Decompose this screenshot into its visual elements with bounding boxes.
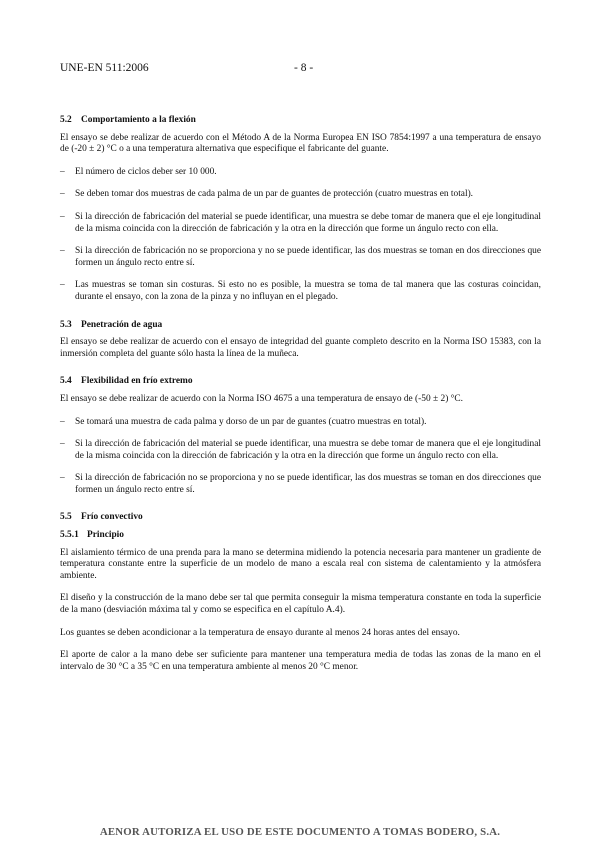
list-item: – Se tomará una muestra de cada palma y dorso de un par de guantes (cuatro muestras en total). [60,416,427,427]
paragraph: El aislamiento térmico de una prenda para la mano se determina midiendo la potencia necesaria para mantener un gradiente de temperatura constante entre la superficie de un modelo de mano a escala real con sistema de calentamiento y la atmósfera ambiente. [60,547,541,581]
list-item: – Si la dirección de fabricación no se proporciona y no se puede identificar, las dos muestras se toman en dos direcciones que formen un ángulo recto entre sí. [60,473,541,495]
section-heading-5-5-1: 5.5.1 Principio [60,530,124,541]
paragraph: El diseño y la construcción de la mano debe ser tal que permita conseguir la misma temperatura constante en toda la superficie de la mano (desviación máxima tal y como se especifica en el capítulo A.4). [60,593,541,616]
page-number: - 8 - [294,62,314,74]
paragraph: El ensayo se debe realizar de acuerdo con el Método A de la Norma Europea EN ISO 7854:1997 a una temperatura de ensayo de (-20 ± 2) °C o a una temperatura alternativa que especifique el fabricante del guante. [60,132,541,155]
list-item: – Si la dirección de fabricación no se proporciona y no se puede identificar, las dos muestras se toman en dos direcciones que formen un ángulo recto entre sí. [60,246,541,268]
list-item: – Si la dirección de fabricación del material se puede identificar, una muestra se debe tomar de manera que el eje longitudinal de la misma coincida con la dirección de fabricación y la otra en la dirección que forme un ángulo recto con ella. [60,439,541,461]
paragraph: El ensayo se debe realizar de acuerdo con la Norma ISO 4675 a una temperatura de ensayo de (-50 ± 2) °C. [60,393,464,404]
section-heading-5-2: 5.2 Comportamiento a la flexión [60,115,196,125]
section-heading-5-4: 5.4 Flexibilidad en frío extremo [60,376,193,387]
standard-reference: UNE-EN 511:2006 [60,62,149,74]
page-content [60,115,541,684]
paragraph: Los guantes se deben acondicionar a la temperatura de ensayo durante al menos 24 horas antes del ensayo. [60,627,460,638]
section-heading-5-5: 5.5 Frío convectivo [60,512,143,523]
list-item: – Si la dirección de fabricación del material se puede identificar, una muestra se debe tomar de manera que el eje longitudinal de la misma coincida con la dirección de fabricación y la otra en la dirección que forme un ángulo recto con ella. [60,211,541,234]
list-item: – Se deben tomar dos muestras de cada palma de un par de guantes de protección (cuatro muestras en total). [60,189,474,200]
paragraph: El aporte de calor a la mano debe ser suficiente para mantener una temperatura media de todas las zonas de la mano en el intervalo de 30 °C a 35 °C en una temperatura ambiente al menos 20 °C menor. [60,650,541,672]
license-footer: AENOR AUTORIZA EL USO DE ESTE DOCUMENTO A TOMAS BODERO, S.A. [99,826,501,838]
section-heading-5-3: 5.3 Penetración de agua [60,319,163,330]
list-item: – Las muestras se toman sin costuras. Si esto no es posible, la muestra se toma de tal manera que las costuras coincidan, durante el ensayo, con la zona de la pinza y no influyan en el plegado. [60,280,541,302]
paragraph: El ensayo se debe realizar de acuerdo con el ensayo de integridad del guante completo descrito en la Norma ISO 15383, con la inmersión completa del guante sólo hasta la línea de la muñeca. [60,337,541,359]
list-item: – El número de ciclos deber ser 10 000. [60,166,217,177]
